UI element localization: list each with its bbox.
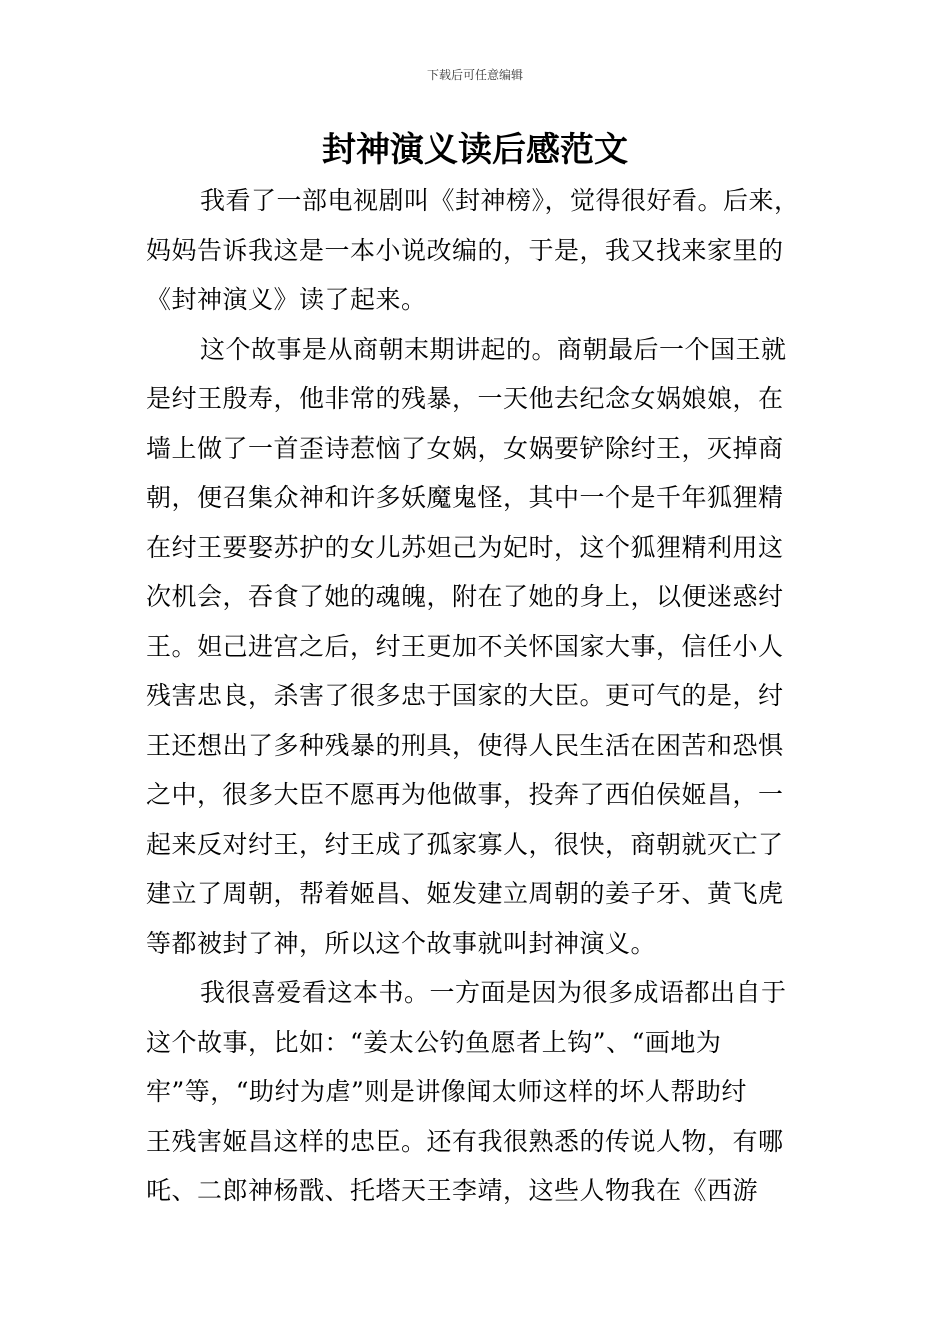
text-line: 之中，很多大臣不愿再为他做事，投奔了西伯侯姬昌，一 <box>146 780 784 809</box>
text-line: 我看了一部电视剧叫《封神榜》，觉得很好看。后来， <box>200 186 800 215</box>
text-line: 等都被封了神，所以这个故事就叫封神演义。 <box>146 928 657 958</box>
text-line: 这个故事，比如：“姜太公钓鱼愿者上钩”、“画地为 <box>146 1027 722 1057</box>
text-line: 墙上做了一首歪诗惹恼了女娲，女娲要铲除纣王，灭掉商 <box>146 433 784 463</box>
text-line: 次机会，吞食了她的魂魄，附在了她的身上，以便迷惑纣 <box>146 582 784 611</box>
paragraph <box>146 325 836 969</box>
text-line: 建立了周朝，帮着姬昌、姬发建立周朝的姜子牙、黄飞虎 <box>146 879 784 908</box>
text-line: 妈妈告诉我这是一本小说改编的，于是，我又找来家里的 <box>146 235 784 265</box>
header-note: 下载后可任意编辑 <box>426 68 523 82</box>
paragraph <box>146 968 836 1216</box>
text-line: 朝，便召集众神和许多妖魔鬼怪，其中一个是千年狐狸精 <box>146 483 784 512</box>
text-line: 《封神演义》读了起来。 <box>146 285 427 314</box>
text-line: 王残害姬昌这样的忠臣。还有我很熟悉的传说人物，有哪 <box>146 1126 784 1156</box>
paragraph <box>146 176 836 325</box>
document-body <box>146 176 836 1216</box>
text-line: 王。妲己进宫之后，纣王更加不关怀国家大事，信任小人 <box>146 631 784 661</box>
text-line: 我很喜爱看这本书。一方面是因为很多成语都出自于 <box>200 978 787 1007</box>
text-line: 王还想出了多种残暴的刑具，使得人民生活在困苦和恐惧 <box>146 730 784 760</box>
text-line: 这个故事是从商朝末期讲起的。商朝最后一个国王就 <box>200 334 787 364</box>
text-line: 是纣王殷寿，他非常的残暴，一天他去纪念女娲娘娘，在 <box>146 384 784 413</box>
text-line: 牢”等，“助纣为虐”则是讲像闻太师这样的坏人帮助纣 <box>146 1077 747 1106</box>
text-line: 在纣王要娶苏护的女儿苏妲己为妃时，这个狐狸精利用这 <box>146 532 784 562</box>
text-line: 残害忠良，杀害了很多忠于国家的大臣。更可气的是，纣 <box>146 681 784 710</box>
text-line: 起来反对纣王，纣王成了孤家寡人，很快，商朝就灭亡了 <box>146 829 784 859</box>
text-line: 吒、二郎神杨戬、托塔天王李靖，这些人物我在《西游 <box>146 1176 759 1205</box>
document-title: 封神演义读后感范文 <box>322 130 628 170</box>
